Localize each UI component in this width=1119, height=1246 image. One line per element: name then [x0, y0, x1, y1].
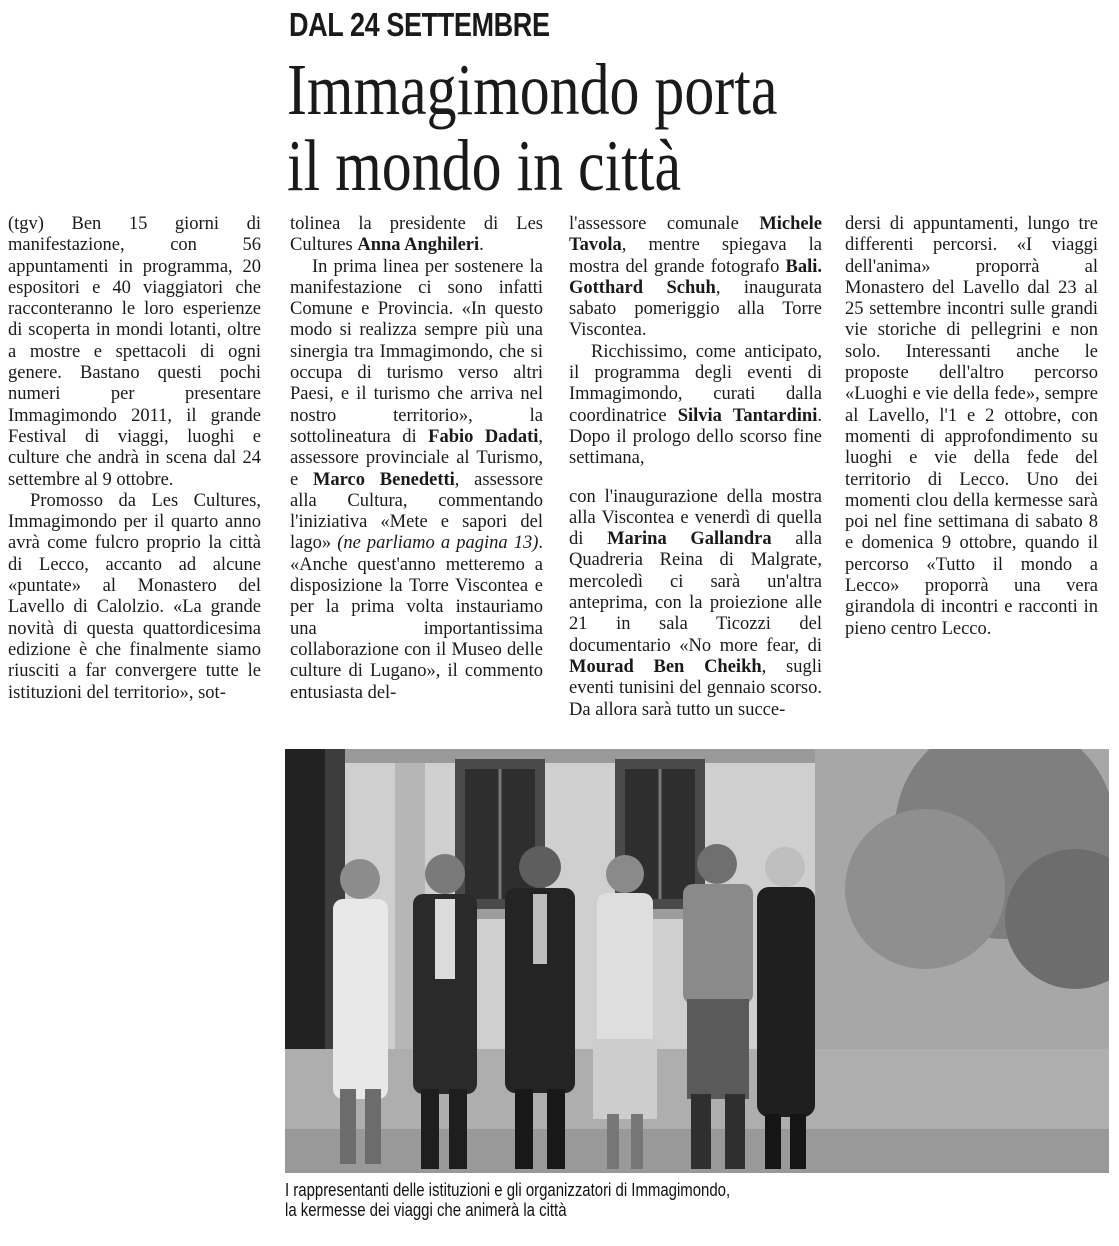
article-headline — [287, 49, 861, 206]
group-photo-illustration — [285, 749, 1109, 1173]
person-name: Marco Benedetti — [312, 469, 455, 490]
col1-paragraph-1: (tgv) Ben 15 giorni di manifestazione, con 56 appuntamenti in programma, 20 espositori e 40 viaggiatori che racconteranno le loro esperienze di scoperta in mondi lotanti, oltre a mostre e spettacoli di ogni genere. Bastano questi pochi numeri per presentare Immagimondo 2011, il grande Festival di viaggi, luoghi e culture che andrà in scena dal 24 settembre al 9 ottobre. — [8, 214, 261, 490]
person-name: Marina Gallandra — [607, 529, 772, 550]
photo-caption — [285, 1180, 974, 1220]
person-name: Michele Tavola — [569, 214, 822, 256]
page-reference: (ne parliamo a pagina 13) — [337, 533, 539, 554]
person-name: Silvia Tantardini — [677, 405, 818, 426]
col3-paragraph-3: con l'inaugurazione della mostra alla Viscontea e venerdì di quella di Marina Gallandra alla Quadreria Reina di Malgrate, mercoledì ci sarà un'altra anteprima, con la proiezione alle 21 in sala Ticozzi del documentario «No more fear, di Mourad Ben Cheikh, sugli eventi tunisini del gennaio scorso. Da allora sarà tutto un succe- — [569, 486, 823, 720]
col4-paragraph-1: dersi di appuntamenti, lungo tre differenti percorsi. «I viaggi dell'anima» proporrà al Monastero del Lavello dal 23 al 25 settembre incontri sulle grandi vie storiche di pellegrini e non solo. Interessanti anche le proposte dell'altro percorso «Luoghi e vie della fede», sempre al Lavello, l'1 e 2 ottobre, con momenti di approfondimento su luoghi e vie della fede del territorio di Lecco. Uno dei momenti clou della kermesse sarà poi nel fine settimana di sabato 8 e domenica 9 ottobre, quando il percorso «Tutto il mondo a Lecco» proporrà una vera girandola di incontri e racconti in pieno centro Lecco. — [845, 214, 1098, 639]
person-name: Mourad Ben Cheikh — [569, 656, 762, 677]
headline-line-1: Immagimondo porta — [287, 49, 778, 130]
col3-paragraph-2: Ricchissimo, come anticipato, il programma degli eventi di Immagimondo, curati dalla coordinatrice Silvia Tantardini. Dopo il prologo dello scorso fine settimana, — [569, 341, 822, 469]
person-name: Fabio Dadati — [428, 426, 539, 447]
caption-line-2: la kermesse dei viaggi che animerà la città — [285, 1200, 567, 1220]
article-kicker: DAL 24 SETTEMBRE — [289, 6, 550, 43]
headline-line-2: il mondo in città — [287, 125, 682, 206]
person-name: Anna Anghileri — [357, 235, 480, 256]
caption-line-1: I rappresentanti delle istituzioni e gli organizzatori di Immagimondo, — [285, 1180, 731, 1200]
article-column-2 — [290, 214, 543, 704]
article-column-4 — [845, 214, 1098, 640]
col1-paragraph-2: Promosso da Les Cultures, Immagimondo per il quarto anno avrà come fulcro proprio la città di Lecco, accanto ad alcune «puntate» al Monastero del Lavello di Calolzio. «La grande novità di questa quattordicesima edizione è che finalmente siamo riusciti a far convergere tutte le istituzioni del territorio», sot- — [8, 490, 261, 703]
col2-paragraph-1: tolinea la presidente di Les Cultures Anna Anghileri. — [290, 214, 543, 256]
article-column-1 — [8, 214, 261, 704]
group-photo — [285, 749, 1109, 1173]
article-column-3 — [569, 214, 822, 721]
person-name: Bali. Gotthard Schuh — [569, 256, 822, 298]
col2-paragraph-2: In prima linea per sostenere la manifestazione ci sono infatti Comune e Provincia. «In questo modo si realizza sempre più una sinergia tra Immagimondo, che si occupa di turismo verso altri Paesi, e il turismo che arriva nel nostro territorio», la sottolineatura di Fabio Dadati, assessore provinciale al Turismo, e Marco Benedetti, assessore alla Cultura, commentando l'iniziativa «Mete e sapori del lago» (ne parliamo a pagina 13). «Anche quest'anno metteremo a disposizione la Torre Viscontea e per la prima volta instauriamo una importantissima collaborazione con il Museo delle culture di Lugano», il commento entusiasta del- — [290, 256, 543, 703]
col3-paragraph-1: l'assessore comunale Michele Tavola, mentre spiegava la mostra del grande fotografo Bali. Gotthard Schuh, inaugurata sabato pomeriggio alla Torre Viscontea. — [569, 214, 822, 341]
